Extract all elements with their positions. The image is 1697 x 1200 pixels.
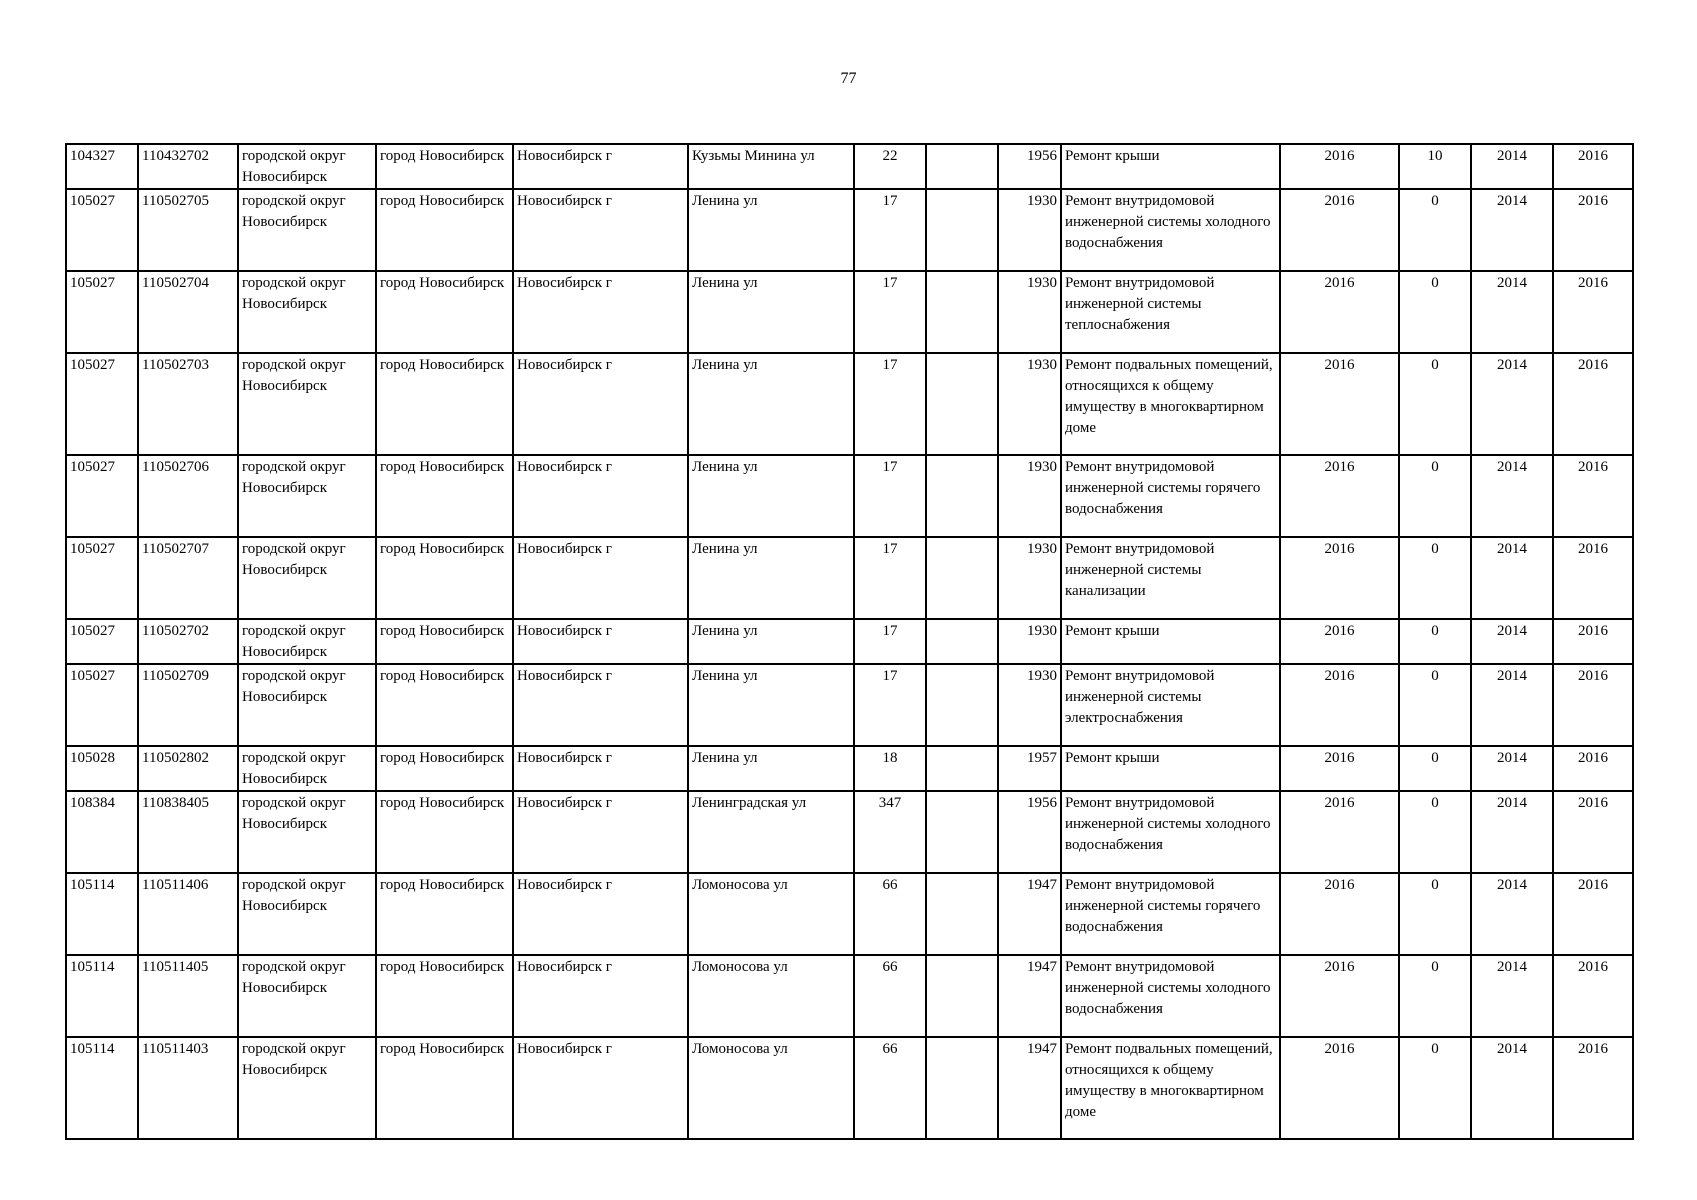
cell-period-start: 2014 <box>1471 873 1553 955</box>
cell-year-built: 1956 <box>998 144 1061 189</box>
cell-plan-year: 2016 <box>1280 955 1399 1037</box>
cell-code: 110502709 <box>138 664 238 746</box>
cell-building <box>926 537 998 619</box>
cell-id: 104327 <box>66 144 138 189</box>
cell-period-end: 2016 <box>1553 619 1633 664</box>
cell-year-built: 1947 <box>998 1037 1061 1139</box>
cell-plan-year: 2016 <box>1280 873 1399 955</box>
cell-building <box>926 619 998 664</box>
cell-municipality: город Новосибирск <box>376 144 513 189</box>
table-row <box>66 353 1633 455</box>
cell-n: 0 <box>1399 189 1471 271</box>
cell-period-start: 2014 <box>1471 619 1553 664</box>
cell-building <box>926 455 998 537</box>
cell-house: 17 <box>854 353 926 455</box>
cell-locality: Новосибирск г <box>513 791 688 873</box>
cell-district: городской округ Новосибирск <box>238 537 376 619</box>
cell-municipality: город Новосибирск <box>376 1037 513 1139</box>
cell-street: Ломоносова ул <box>688 1037 854 1139</box>
cell-id: 105027 <box>66 664 138 746</box>
cell-house: 66 <box>854 873 926 955</box>
cell-period-start: 2014 <box>1471 353 1553 455</box>
cell-id: 105027 <box>66 189 138 271</box>
cell-building <box>926 271 998 353</box>
cell-street: Ленина ул <box>688 353 854 455</box>
cell-street: Ломоносова ул <box>688 955 854 1037</box>
cell-plan-year: 2016 <box>1280 271 1399 353</box>
cell-house: 17 <box>854 537 926 619</box>
cell-district: городской округ Новосибирск <box>238 353 376 455</box>
cell-work: Ремонт внутридомовой инженерной системы электроснабжения <box>1061 664 1280 746</box>
cell-work: Ремонт внутридомовой инженерной системы канализации <box>1061 537 1280 619</box>
cell-n: 0 <box>1399 619 1471 664</box>
cell-id: 105028 <box>66 746 138 791</box>
table-body <box>66 144 1633 1139</box>
cell-period-end: 2016 <box>1553 353 1633 455</box>
cell-district: городской округ Новосибирск <box>238 791 376 873</box>
cell-municipality: город Новосибирск <box>376 746 513 791</box>
cell-code: 110511406 <box>138 873 238 955</box>
table-row <box>66 455 1633 537</box>
cell-municipality: город Новосибирск <box>376 455 513 537</box>
cell-period-end: 2016 <box>1553 1037 1633 1139</box>
cell-code: 110432702 <box>138 144 238 189</box>
cell-id: 105027 <box>66 271 138 353</box>
cell-street: Ленина ул <box>688 746 854 791</box>
cell-work: Ремонт крыши <box>1061 144 1280 189</box>
cell-municipality: город Новосибирск <box>376 791 513 873</box>
cell-year-built: 1930 <box>998 537 1061 619</box>
cell-period-start: 2014 <box>1471 189 1553 271</box>
cell-municipality: город Новосибирск <box>376 955 513 1037</box>
cell-municipality: город Новосибирск <box>376 353 513 455</box>
cell-work: Ремонт внутридомовой инженерной системы холодного водоснабжения <box>1061 189 1280 271</box>
cell-id: 108384 <box>66 791 138 873</box>
table-row <box>66 791 1633 873</box>
table-row <box>66 664 1633 746</box>
cell-period-start: 2014 <box>1471 664 1553 746</box>
cell-district: городской округ Новосибирск <box>238 144 376 189</box>
cell-n: 0 <box>1399 537 1471 619</box>
cell-period-end: 2016 <box>1553 955 1633 1037</box>
cell-house: 22 <box>854 144 926 189</box>
cell-period-end: 2016 <box>1553 664 1633 746</box>
cell-building <box>926 353 998 455</box>
cell-period-end: 2016 <box>1553 455 1633 537</box>
cell-municipality: город Новосибирск <box>376 537 513 619</box>
cell-building <box>926 1037 998 1139</box>
cell-period-start: 2014 <box>1471 746 1553 791</box>
cell-house: 18 <box>854 746 926 791</box>
table-row <box>66 619 1633 664</box>
cell-work: Ремонт крыши <box>1061 619 1280 664</box>
cell-locality: Новосибирск г <box>513 1037 688 1139</box>
cell-period-start: 2014 <box>1471 537 1553 619</box>
cell-district: городской округ Новосибирск <box>238 955 376 1037</box>
cell-locality: Новосибирск г <box>513 955 688 1037</box>
cell-street: Ломоносова ул <box>688 873 854 955</box>
table-row <box>66 144 1633 189</box>
cell-plan-year: 2016 <box>1280 746 1399 791</box>
cell-house: 66 <box>854 1037 926 1139</box>
cell-n: 0 <box>1399 664 1471 746</box>
cell-work: Ремонт крыши <box>1061 746 1280 791</box>
cell-locality: Новосибирск г <box>513 353 688 455</box>
cell-code: 110502706 <box>138 455 238 537</box>
cell-id: 105114 <box>66 873 138 955</box>
cell-locality: Новосибирск г <box>513 271 688 353</box>
cell-work: Ремонт подвальных помещений, относящихся к общему имуществу в многоквартирном доме <box>1061 1037 1280 1139</box>
cell-year-built: 1930 <box>998 619 1061 664</box>
cell-municipality: город Новосибирск <box>376 664 513 746</box>
cell-year-built: 1947 <box>998 955 1061 1037</box>
cell-district: городской округ Новосибирск <box>238 873 376 955</box>
cell-code: 110502702 <box>138 619 238 664</box>
cell-street: Ленина ул <box>688 664 854 746</box>
cell-period-start: 2014 <box>1471 144 1553 189</box>
cell-period-start: 2014 <box>1471 455 1553 537</box>
cell-plan-year: 2016 <box>1280 537 1399 619</box>
cell-period-end: 2016 <box>1553 144 1633 189</box>
cell-locality: Новосибирск г <box>513 873 688 955</box>
cell-code: 110838405 <box>138 791 238 873</box>
cell-year-built: 1957 <box>998 746 1061 791</box>
cell-district: городской округ Новосибирск <box>238 455 376 537</box>
cell-building <box>926 189 998 271</box>
cell-id: 105114 <box>66 955 138 1037</box>
cell-work: Ремонт внутридомовой инженерной системы теплоснабжения <box>1061 271 1280 353</box>
cell-district: городской округ Новосибирск <box>238 189 376 271</box>
cell-id: 105027 <box>66 455 138 537</box>
cell-street: Ленина ул <box>688 189 854 271</box>
cell-building <box>926 791 998 873</box>
cell-plan-year: 2016 <box>1280 189 1399 271</box>
cell-period-start: 2014 <box>1471 955 1553 1037</box>
cell-building <box>926 746 998 791</box>
cell-period-end: 2016 <box>1553 873 1633 955</box>
cell-year-built: 1930 <box>998 271 1061 353</box>
cell-street: Ленина ул <box>688 455 854 537</box>
cell-house: 66 <box>854 955 926 1037</box>
cell-work: Ремонт подвальных помещений, относящихся к общему имуществу в многоквартирном доме <box>1061 353 1280 455</box>
cell-locality: Новосибирск г <box>513 746 688 791</box>
cell-n: 0 <box>1399 455 1471 537</box>
cell-plan-year: 2016 <box>1280 664 1399 746</box>
cell-street: Кузьмы Минина ул <box>688 144 854 189</box>
cell-building <box>926 664 998 746</box>
cell-plan-year: 2016 <box>1280 1037 1399 1139</box>
cell-year-built: 1930 <box>998 353 1061 455</box>
cell-code: 110511403 <box>138 1037 238 1139</box>
cell-house: 17 <box>854 271 926 353</box>
cell-year-built: 1930 <box>998 189 1061 271</box>
cell-locality: Новосибирск г <box>513 144 688 189</box>
cell-house: 17 <box>854 189 926 271</box>
cell-district: городской округ Новосибирск <box>238 664 376 746</box>
cell-period-end: 2016 <box>1553 189 1633 271</box>
table-row <box>66 746 1633 791</box>
cell-period-start: 2014 <box>1471 271 1553 353</box>
table-row <box>66 1037 1633 1139</box>
cell-id: 105027 <box>66 619 138 664</box>
cell-locality: Новосибирск г <box>513 455 688 537</box>
table-row <box>66 537 1633 619</box>
cell-period-start: 2014 <box>1471 1037 1553 1139</box>
cell-locality: Новосибирск г <box>513 664 688 746</box>
cell-n: 0 <box>1399 955 1471 1037</box>
cell-district: городской округ Новосибирск <box>238 619 376 664</box>
cell-district: городской округ Новосибирск <box>238 271 376 353</box>
cell-code: 110502703 <box>138 353 238 455</box>
cell-plan-year: 2016 <box>1280 144 1399 189</box>
cell-code: 110502705 <box>138 189 238 271</box>
cell-municipality: город Новосибирск <box>376 189 513 271</box>
cell-id: 105114 <box>66 1037 138 1139</box>
cell-work: Ремонт внутридомовой инженерной системы холодного водоснабжения <box>1061 955 1280 1037</box>
cell-id: 105027 <box>66 353 138 455</box>
cell-work: Ремонт внутридомовой инженерной системы холодного водоснабжения <box>1061 791 1280 873</box>
cell-street: Ленина ул <box>688 271 854 353</box>
cell-n: 0 <box>1399 746 1471 791</box>
table-row <box>66 271 1633 353</box>
cell-period-end: 2016 <box>1553 537 1633 619</box>
cell-house: 17 <box>854 455 926 537</box>
cell-work: Ремонт внутридомовой инженерной системы горячего водоснабжения <box>1061 873 1280 955</box>
cell-period-end: 2016 <box>1553 746 1633 791</box>
cell-year-built: 1930 <box>998 455 1061 537</box>
cell-building <box>926 873 998 955</box>
cell-period-end: 2016 <box>1553 271 1633 353</box>
cell-plan-year: 2016 <box>1280 353 1399 455</box>
cell-n: 0 <box>1399 1037 1471 1139</box>
cell-house: 17 <box>854 619 926 664</box>
table-row <box>66 189 1633 271</box>
cell-n: 0 <box>1399 271 1471 353</box>
cell-municipality: город Новосибирск <box>376 271 513 353</box>
cell-period-end: 2016 <box>1553 791 1633 873</box>
cell-locality: Новосибирск г <box>513 619 688 664</box>
cell-locality: Новосибирск г <box>513 189 688 271</box>
cell-work: Ремонт внутридомовой инженерной системы горячего водоснабжения <box>1061 455 1280 537</box>
cell-plan-year: 2016 <box>1280 791 1399 873</box>
cell-n: 0 <box>1399 873 1471 955</box>
cell-house: 17 <box>854 664 926 746</box>
cell-n: 0 <box>1399 353 1471 455</box>
cell-locality: Новосибирск г <box>513 537 688 619</box>
cell-period-start: 2014 <box>1471 791 1553 873</box>
table-row <box>66 873 1633 955</box>
cell-street: Ленинградская ул <box>688 791 854 873</box>
cell-municipality: город Новосибирск <box>376 619 513 664</box>
cell-municipality: город Новосибирск <box>376 873 513 955</box>
cell-id: 105027 <box>66 537 138 619</box>
cell-code: 110502707 <box>138 537 238 619</box>
table-row <box>66 955 1633 1037</box>
cell-year-built: 1930 <box>998 664 1061 746</box>
cell-year-built: 1956 <box>998 791 1061 873</box>
cell-district: городской округ Новосибирск <box>238 1037 376 1139</box>
cell-district: городской округ Новосибирск <box>238 746 376 791</box>
cell-street: Ленина ул <box>688 537 854 619</box>
cell-n: 0 <box>1399 791 1471 873</box>
cell-code: 110502802 <box>138 746 238 791</box>
cell-building <box>926 144 998 189</box>
cell-code: 110511405 <box>138 955 238 1037</box>
cell-plan-year: 2016 <box>1280 455 1399 537</box>
cell-house: 347 <box>854 791 926 873</box>
repair-registry-table <box>65 143 1634 1140</box>
cell-n: 10 <box>1399 144 1471 189</box>
cell-building <box>926 955 998 1037</box>
cell-street: Ленина ул <box>688 619 854 664</box>
cell-code: 110502704 <box>138 271 238 353</box>
page-number: 77 <box>840 70 857 87</box>
cell-year-built: 1947 <box>998 873 1061 955</box>
cell-plan-year: 2016 <box>1280 619 1399 664</box>
